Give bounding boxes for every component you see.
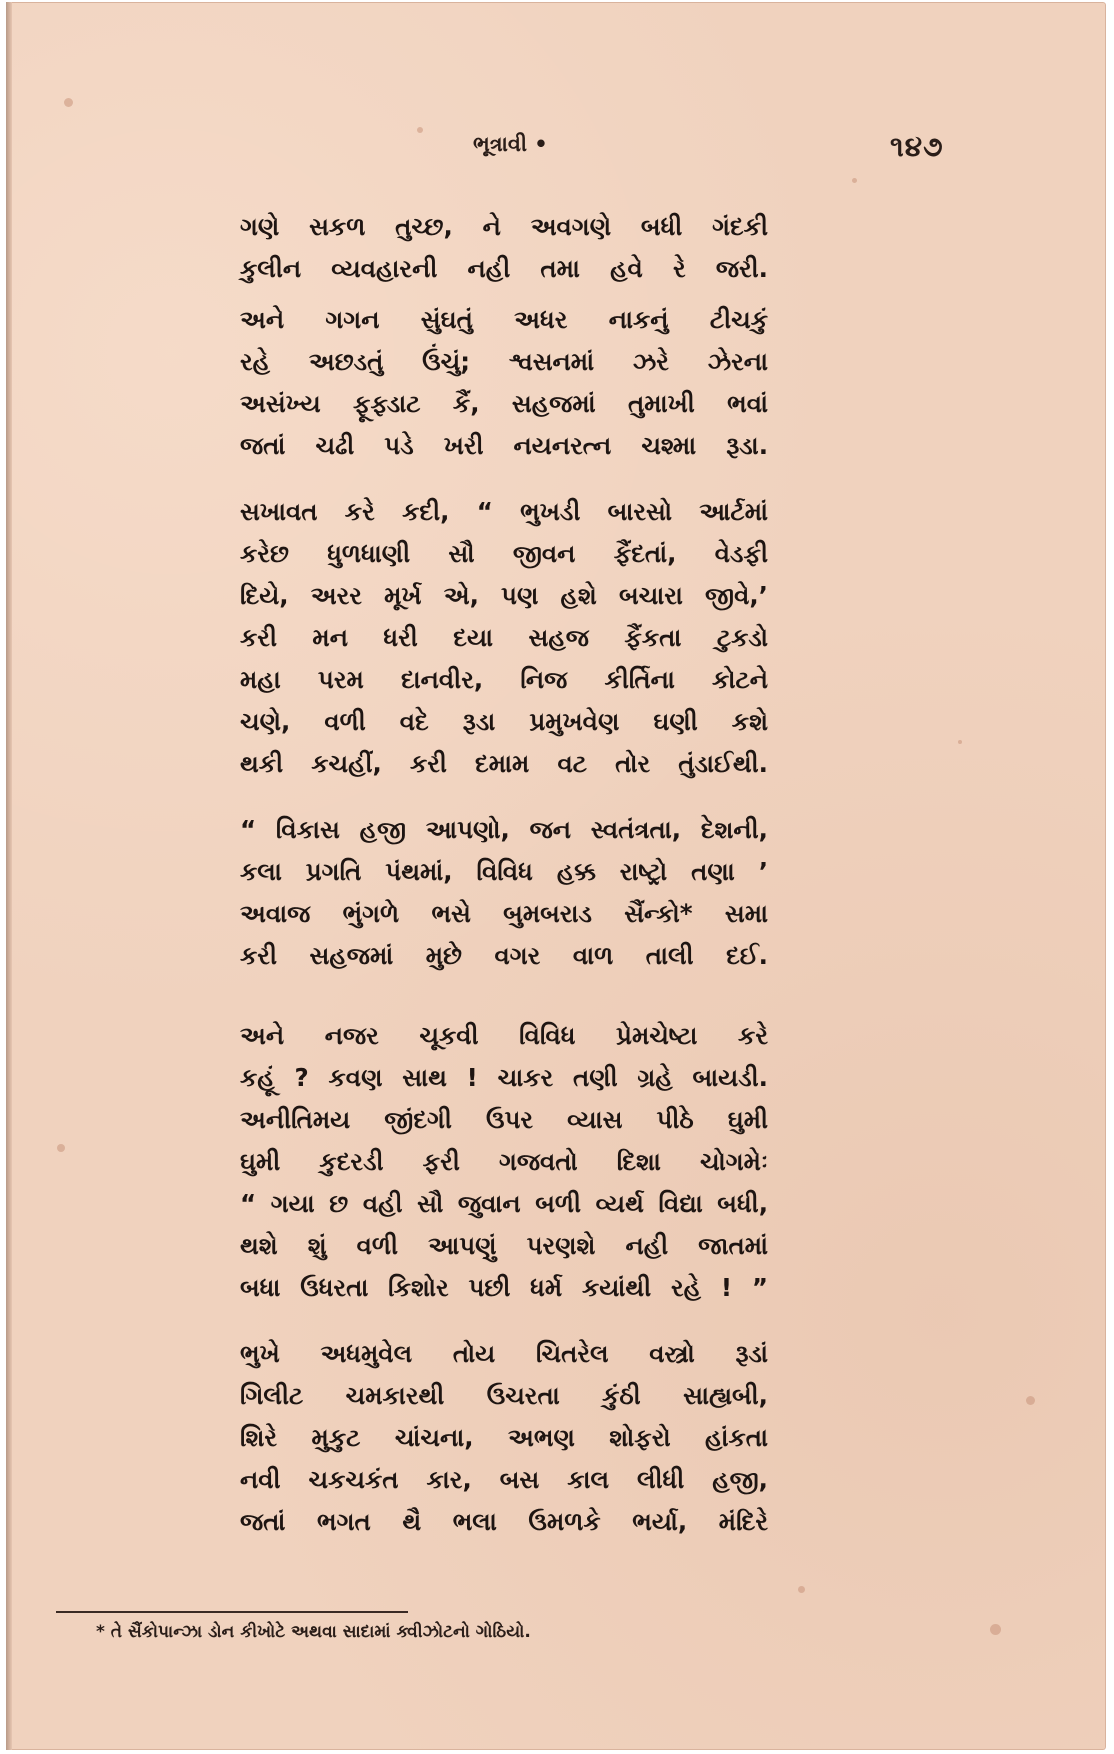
running-title: ભૂત્રાવી • [473,132,548,156]
poem-line: અનીતિમય જીંદગી ઉપર વ્યાસ પીઠે ઘુમી [240,1105,768,1134]
stanza [240,809,768,977]
poem-line: ચણે, વળી વદે રૂડા પ્રમુખવેણ ઘણી કશે [240,707,768,736]
footnote-rule [56,1611,408,1613]
poem-line: જતાં ચઢી પડે ખરી નયનરત્ન ચશ્મા રૂડા. [240,431,768,460]
poem-line: કહૂં ? કવણ સાથ ! ચાકર તણી ગ્રહે બાયડી. [240,1063,768,1092]
poem-line: ગણે સકળ તુચ્છ, ને અવગણે બધી ગંદકી [240,212,768,241]
paper-speck [57,1144,65,1152]
poem-line: ગિલીટ ચમકારથી ઉચરતા કુંઠી સાહ્યબી, [240,1381,768,1410]
poem-line: અવાજ ભુંગળે ભસે બુમબરાડ સૈંન્કો* સમા [240,899,768,928]
poem-line: કલા પ્રગતિ પંથમાં, વિવિધ હક્ક રાષ્ટ્રો તણા ’ [240,857,768,886]
page-header [0,132,1114,172]
poem-line: અસંખ્ય ફૂફ્ડાટ કૈં, સહજમાં તુમાખી ભવાં [240,389,768,418]
poem-line: રહે અછડતું ઉંચું; શ્વસનમાં ઝરે ઝેરના [240,347,768,376]
stanza [240,299,768,467]
stanza [240,1015,768,1309]
page-edge-shadow [6,2,12,1750]
poem-line: સખાવત કરે કદી, “ ભુખડી બારસો આર્ટમાં [240,497,768,526]
footnote: * તે સૈંકોપાન્ઝા ડોન કીખોટે અથવા સાદામાં ક્વીઝોટનો ગોઠિયો. [96,1622,531,1642]
poem-line: જતાં ભગત થૈ ભલા ઉમળકે ભર્યા, મંદિરે [240,1507,768,1536]
paper-speck [1026,1396,1035,1405]
poem-line: “ ગયા છ વહી સૌ જુવાન બળી વ્યર્થ વિદ્યા બધી, [240,1189,768,1218]
paper-speck [64,98,73,107]
paper-speck [958,740,962,744]
poem-body [240,206,768,1543]
poem-line: અને ગગન સુંઘતું અધર નાકનું ટીચકું [240,305,768,334]
poem-line: ભુખે અધમુવેલ તોય ચિતરેલ વસ્ત્રો રૂડાં [240,1339,768,1368]
poem-line: શિરે મુકુટ ચાંચના, અભણ શોફરો હાંકતા [240,1423,768,1452]
poem-line: દિયે, અરર મૂર્ખ એ, પણ હશે બચારા જીવે,’ [240,581,768,610]
poem-line: થકી કચહીં, કરી દમામ વટ તોર તુંડાઈથી. [240,749,768,778]
poem-line: “ વિકાસ હજી આપણો, જન સ્વતંત્રતા, દેશની, [240,815,768,844]
stanza [240,206,768,290]
stanza [240,1333,768,1543]
poem-line: કરી સહજમાં મુછે વગર વાળ તાલી દઈ. [240,941,768,970]
poem-line: કરી મન ધરી દયા સહજ ફૈંકતા ટુકડો [240,623,768,652]
page-number: ૧૪૭ [890,130,944,163]
poem-line: થશે શું વળી આપણું પરણશે નહી જાતમાં [240,1231,768,1260]
poem-line: બધા ઉધરતા કિશોર પછી ધર્મ કયાંથી રહે ! ” [240,1273,768,1302]
poem-line: મહા પરમ દાનવીર, નિજ કીર્તિના કોટને [240,665,768,694]
paper-speck [852,178,857,183]
paper-speck [798,1586,805,1593]
poem-line: કરેછ ધુળધાણી સૌ જીવન ફૈંદતાં, વેડફી [240,539,768,568]
poem-line: ઘુમી કુદરડી ફરી ગજવતો દિશા ચોગમેઃ [240,1147,768,1176]
poem-line: કુલીન વ્યવહારની નહી તમા હવે રે જરી. [240,254,768,283]
paper-speck [990,1624,1001,1635]
poem-line: નવી ચકચકંત કાર, બસ કાલ લીધી હજી, [240,1465,768,1494]
stanza [240,491,768,785]
poem-line: અને નજર ચૂકવી વિવિધ પ્રેમચેષ્ટા કરે [240,1021,768,1050]
